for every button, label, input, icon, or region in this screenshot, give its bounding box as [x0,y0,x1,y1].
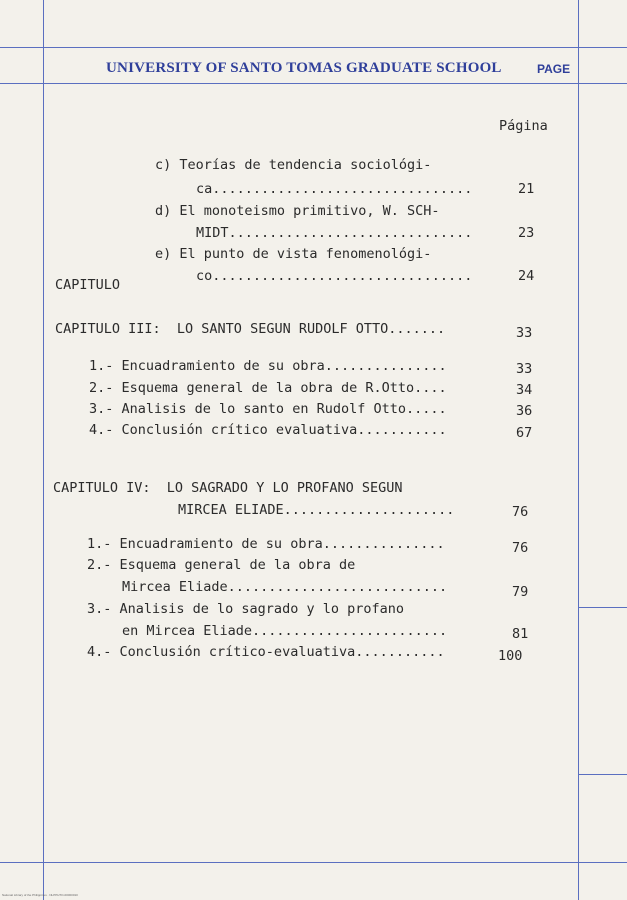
entry-d-line1: d) El monoteismo primitivo, W. SCH- [155,203,440,219]
chapter3-item-1: 1.- Encuadramiento de su obra............... [89,358,447,374]
entry-e-page: 24 [518,268,535,284]
header-title: UNIVERSITY OF SANTO TOMAS GRADUATE SCHOOL [106,60,502,76]
entry-c-line1: c) Teorías de tendencia sociológi- [155,157,432,173]
entry-e-line2: co................................ [196,268,473,284]
chapter4-title-line2: MIRCEA ELIADE..................... [178,502,455,518]
entry-c-page: 21 [518,181,535,197]
chapter3-item-3-page: 36 [516,403,533,419]
chapter3-item-1-page: 33 [516,361,533,377]
entry-d-page: 23 [518,225,535,241]
header-page-label: PAGE [537,62,571,76]
chapter3-item-3: 3.- Analisis de lo santo en Rudolf Otto..... [89,401,447,417]
chapter4-title-line1: CAPITULO IV: LO SAGRADO Y LO PROFANO SEGUN [53,480,403,496]
header-bottom-line [0,83,627,84]
chapter4-item-3-page: 81 [512,626,529,642]
chapter4-item-2-page: 79 [512,584,529,600]
chapter4-item-2-line1: 2.- Esquema general de la obra de [87,557,356,573]
chapter4-item-2-line2: Mircea Eliade........................... [122,579,448,595]
right-tick-line-2 [578,774,627,775]
chapter3-title: CAPITULO III: LO SANTO SEGUN RUDOLF OTTO....... [55,321,446,337]
page-column-header: Página [499,118,548,134]
right-tick-line-1 [578,607,627,608]
chapter3-item-2: 2.- Esquema general de la obra de R.Otto.... [89,380,447,396]
entry-c-line2: ca................................ [196,181,473,197]
archive-stamp: National Library of the Philippines · NLPPHTO-00000010 [2,893,78,897]
chapter3-item-4: 4.- Conclusión crítico evaluativa........... [89,422,447,438]
header-top-line [0,47,627,48]
capitulo-stub: CAPITULO [55,277,121,293]
footer-line [0,862,627,863]
chapter3-item-4-page: 67 [516,425,533,441]
chapter4-item-4: 4.- Conclusión crítico-evaluativa........... [87,644,445,660]
right-margin-line [578,0,579,900]
chapter3-item-2-page: 34 [516,382,533,398]
chapter3-page: 33 [516,325,533,341]
chapter4-page: 76 [512,504,529,520]
chapter4-item-3-line1: 3.- Analisis de lo sagrado y lo profano [87,601,404,617]
chapter4-item-4-page: 100 [498,648,523,664]
entry-e-line1: e) El punto de vista fenomenológi- [155,246,432,262]
chapter4-item-3-line2: en Mircea Eliade........................ [122,623,448,639]
chapter4-item-1: 1.- Encuadramiento de su obra............... [87,536,445,552]
entry-d-line2: MIDT.............................. [196,225,473,241]
left-margin-line [43,0,44,900]
chapter4-item-1-page: 76 [512,540,529,556]
